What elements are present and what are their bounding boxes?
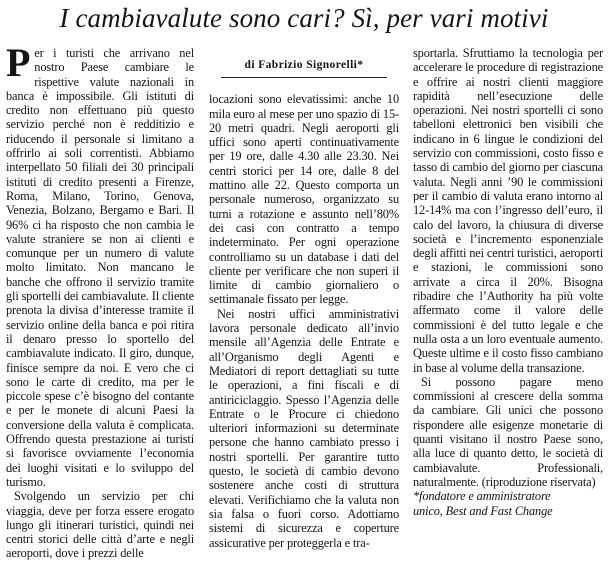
paragraph-text: er i turisti che arrivano nel nostro Paese cambiare le rispettive valute nazionali in banca è impossibile. Gli istituti di credito non effettuano più questo servizio perché non è redditizio e riducendo il personale si limitano a offrirlo ai soli correntisti. Abbiamo interpellato 50 filiali dei 30 principali istituti di credito presenti a Firenze, Roma, Milano, Torino, Genova, Venezia, Bolzano, Bergamo e Bari. Il 96% ci ha risposto che non cambia le valute straniere se non ai clienti e comunque per un numero di valute molto limitato. Non mancano le banche che offrono il servizio tramite gli sportelli dei cambiavalute. Il cliente prenota la divisa d’interesse tramite il servizio online della banca e poi ritira il denaro presso lo sportello del cambiavalute indicato. Il giro, dunque, finisce sempre da noi. E vero che ci sono le carte di credito, ma per le piccole spese c’è bisogno del contante e per le monete di alcuni Paesi la conversione della valuta è complicata. Offrendo questa prestazione ai turisti si favorisce ovviamente l’economia dei luoghi visitati e lo sviluppo del turismo. — [6, 46, 194, 489]
paragraph: locazioni sono elevatissimi: anche 10 mila euro al mese per uno spazio di 15-20 metri quadri. Negli aeroporti gli uffici sono aperti continuativamente per 19 ore, dalle 4.30 alle 23.30. Nei centri storici per 14 ore, dalle 8 del mattino alle 22. Questo comporta un personale numeroso, organizzato su turni a rotazione e assunto nell’80% dei casi con contratto a tempo indeterminato. Per ogni operazione controlliamo su un database i dati del cliente per verificare che non superi il limite di cambio giornaliero o settimanale fissato per legge. — [209, 92, 399, 307]
paragraph: Svolgendo un servizio per chi viaggia, deve per forza essere erogato lungo gli itinerari turistici, quindi nei centri storici delle città d’arte e negli aeroporti, dove i prezzi delle — [6, 489, 194, 561]
column-2 — [209, 46, 399, 550]
byline: di Fabrizio Signorelli* — [244, 59, 364, 71]
column-3 — [413, 46, 603, 518]
paragraph: Si possono pagare meno commissioni al crescere della somma da cambiare. Gli unici che possono rispondere alle esigenze monetarie di quanti visitano il nostro Paese sono, alla luce di quanto detto, le società di cambiavalute. Professionali, naturalmente. (riproduzione riservata) — [413, 374, 603, 489]
author-note: *fondatore e amministratore unico, Best and Fast Change — [413, 489, 553, 518]
byline-rule — [221, 77, 387, 78]
paragraph: sportarla. Sfruttiamo la tecnologia per accelerare le procedure di registrazione e offrire ai nostri clienti maggiore rapidità nell’esecuzione delle operazioni. Nei nostri sportelli ci sono tabelloni elettronici ben visibili che indicano in 6 lingue le condizioni del servizio con commissioni, costo fisso e tasso di cambio del giorno per ciascuna valuta. Negli anni ’90 le commissioni per il cambio di valuta erano intorno al 12-14% ma con l’ingresso dell’euro, il calo del lavoro, la chiusura di diverse società e l’incremento esponenziale degli affitti nei centri turistici, aeroporti e stazioni, le commissioni sono arrivate a circa il 20%. Bisogna ribadire che l’Authority ha più volte affermato come il valore delle commissioni è del tutto legale e che nulla osta a un loro eventuale aumento. Queste ultime e il costo fisso cambiano in base al volume della transazione. — [413, 46, 603, 375]
drop-cap: P — [6, 40, 31, 85]
column-1 — [6, 40, 194, 561]
paragraph: Nei nostri uffici amministrativi lavora personale dedicato all’invio mensile all’Agenzia delle Entrate e all’Organismo degli Agenti e Mediatori di report dettagliati su tutte le operazioni, a fini fiscali e di antiriciclaggio. Spesso l’Agenzia delle Entrate o le Procure ci chiedono ulteriori informazioni su determinate persone che hanno cambiato presso i nostri sportelli. Per garantire tutto questo, le società di cambio devono sostenere anche costi di struttura elevati. Verifichiamo che la valuta non sia falsa o fuori corso. Adottiamo sistemi di sicurezza e coperture assicurative per proteggerla e tra- — [209, 306, 399, 550]
paragraph — [6, 40, 194, 489]
headline: I cambiavalute sono cari? Sì, per vari motivi — [59, 3, 549, 33]
